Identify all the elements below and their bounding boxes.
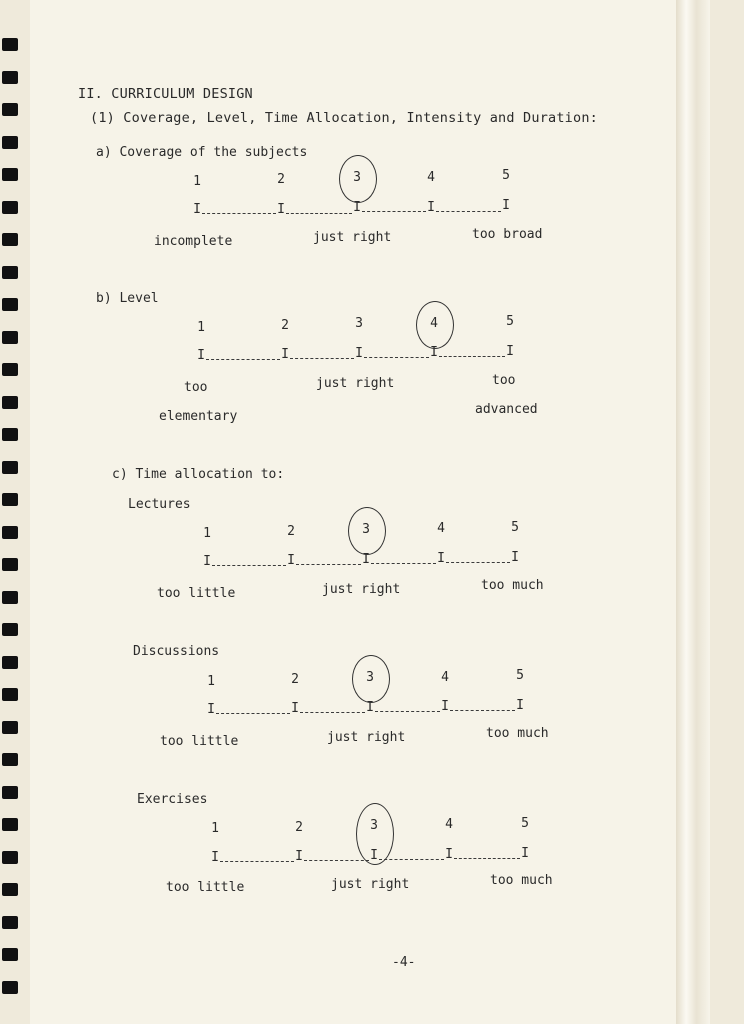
scale-tick: I <box>366 700 374 715</box>
binding-ring <box>2 331 18 344</box>
binding-ring <box>2 688 18 701</box>
scale-number: 5 <box>511 520 519 535</box>
binding-ring <box>2 981 18 994</box>
level-heading: b) Level <box>96 291 159 306</box>
binding-ring <box>2 526 18 539</box>
scale-tick: I <box>511 550 519 565</box>
level-label-high: too <box>492 373 516 388</box>
discussions-label-high: too much <box>486 726 549 741</box>
section-title: II. CURRICULUM DESIGN <box>78 86 253 102</box>
scale-number: 2 <box>281 318 289 333</box>
binding-ring <box>2 136 18 149</box>
exercises-label-mid: just right <box>331 877 410 892</box>
scale-line <box>371 563 436 564</box>
scale-line <box>439 356 505 357</box>
binding-ring <box>2 363 18 376</box>
scale-number: 3 <box>362 522 370 537</box>
scale-number: 4 <box>427 170 435 185</box>
coverage-label-low: incomplete <box>154 234 233 249</box>
scale-tick: I <box>430 345 438 360</box>
scale-tick: I <box>427 200 435 215</box>
binding-ring <box>2 656 18 669</box>
page-number: -4- <box>392 955 416 970</box>
scale-number: 1 <box>207 674 215 689</box>
scale-number: 3 <box>366 670 374 685</box>
binding-ring <box>2 818 18 831</box>
exercises-label-high: too much <box>490 873 553 888</box>
scale-number: 5 <box>516 668 524 683</box>
coverage-label-high: too broad <box>472 227 543 242</box>
discussions-label: Discussions <box>133 644 220 659</box>
scale-tick: I <box>441 699 449 714</box>
lectures-label: Lectures <box>128 497 191 512</box>
scale-line <box>454 858 520 859</box>
scale-tick: I <box>211 850 219 865</box>
binding-ring <box>2 428 18 441</box>
level-label-high-2: advanced <box>475 402 538 417</box>
binding-ring <box>2 851 18 864</box>
scale-tick: I <box>516 698 524 713</box>
scale-line <box>202 213 276 214</box>
scale-number: 1 <box>211 821 219 836</box>
scale-tick: I <box>502 198 510 213</box>
binding-ring <box>2 883 18 896</box>
scale-tick: I <box>207 702 215 717</box>
scale-number: 1 <box>197 320 205 335</box>
selected-rating-circle <box>339 155 377 203</box>
scale-tick: I <box>203 554 211 569</box>
scale-number: 2 <box>277 172 285 187</box>
exercises-label: Exercises <box>137 792 208 807</box>
lectures-label-low: too little <box>157 586 236 601</box>
scale-number: 4 <box>441 670 449 685</box>
scale-line <box>206 359 280 360</box>
subsection-title: (1) Coverage, Level, Time Allocation, Intensity and Duration: <box>90 110 598 126</box>
scale-number: 5 <box>502 168 510 183</box>
scale-line <box>304 860 369 861</box>
scale-number: 5 <box>521 816 529 831</box>
discussions-label-mid: just right <box>327 730 406 745</box>
scale-tick: I <box>281 347 289 362</box>
level-label-low: too <box>184 380 208 395</box>
page-edge <box>676 0 710 1024</box>
binding-ring <box>2 71 18 84</box>
scale-tick: I <box>287 553 295 568</box>
scale-number: 1 <box>203 526 211 541</box>
scale-number: 3 <box>355 316 363 331</box>
scale-line <box>450 710 515 711</box>
binding-ring <box>2 753 18 766</box>
scale-number: 3 <box>353 170 361 185</box>
selected-rating-circle <box>356 803 394 865</box>
scale-line <box>375 711 440 712</box>
scale-number: 2 <box>295 820 303 835</box>
scale-line <box>362 211 426 212</box>
scale-line <box>379 859 444 860</box>
scale-tick: I <box>355 346 363 361</box>
selected-rating-circle <box>416 301 454 349</box>
scale-line <box>446 562 510 563</box>
coverage-label-mid: just right <box>313 230 392 245</box>
binding-ring <box>2 721 18 734</box>
scale-number: 1 <box>193 174 201 189</box>
scale-tick: I <box>362 552 370 567</box>
binding-ring <box>2 786 18 799</box>
lectures-label-high: too much <box>481 578 544 593</box>
binding-ring <box>2 266 18 279</box>
scale-number: 4 <box>445 817 453 832</box>
scale-tick: I <box>370 848 378 863</box>
level-label-low-2: elementary <box>159 409 238 424</box>
binding-ring <box>2 201 18 214</box>
scale-tick: I <box>295 849 303 864</box>
time-allocation-heading: c) Time allocation to: <box>112 467 285 482</box>
spiral-binding <box>0 0 30 1024</box>
level-label-mid: just right <box>316 376 395 391</box>
scale-line <box>212 565 286 566</box>
scale-tick: I <box>291 701 299 716</box>
binding-ring <box>2 168 18 181</box>
scale-number: 4 <box>430 316 438 331</box>
scale-line <box>220 861 294 862</box>
scale-tick: I <box>277 202 285 217</box>
scale-number: 2 <box>287 524 295 539</box>
scale-tick: I <box>197 348 205 363</box>
discussions-label-low: too little <box>160 734 239 749</box>
binding-ring <box>2 948 18 961</box>
binding-ring <box>2 493 18 506</box>
scale-line <box>286 213 352 214</box>
scale-line <box>290 358 354 359</box>
binding-ring <box>2 298 18 311</box>
scale-tick: I <box>353 200 361 215</box>
scale-tick: I <box>193 202 201 217</box>
binding-ring <box>2 591 18 604</box>
scale-line <box>436 211 501 212</box>
binding-ring <box>2 38 18 51</box>
scale-line <box>216 713 290 714</box>
lectures-label-mid: just right <box>322 582 401 597</box>
binding-ring <box>2 396 18 409</box>
scale-number: 5 <box>506 314 514 329</box>
scale-tick: I <box>437 551 445 566</box>
scale-tick: I <box>445 847 453 862</box>
binding-ring <box>2 623 18 636</box>
scale-line <box>300 712 365 713</box>
binding-ring <box>2 103 18 116</box>
scale-line <box>364 357 429 358</box>
selected-rating-circle <box>348 507 386 555</box>
binding-ring <box>2 558 18 571</box>
scale-tick: I <box>521 846 529 861</box>
scale-tick: I <box>506 344 514 359</box>
binding-ring <box>2 461 18 474</box>
binding-ring <box>2 916 18 929</box>
scale-number: 2 <box>291 672 299 687</box>
scale-line <box>296 564 361 565</box>
selected-rating-circle <box>352 655 390 703</box>
coverage-heading: a) Coverage of the subjects <box>96 145 308 160</box>
exercises-label-low: too little <box>166 880 245 895</box>
binding-ring <box>2 233 18 246</box>
scale-number: 3 <box>370 818 378 833</box>
scale-number: 4 <box>437 521 445 536</box>
